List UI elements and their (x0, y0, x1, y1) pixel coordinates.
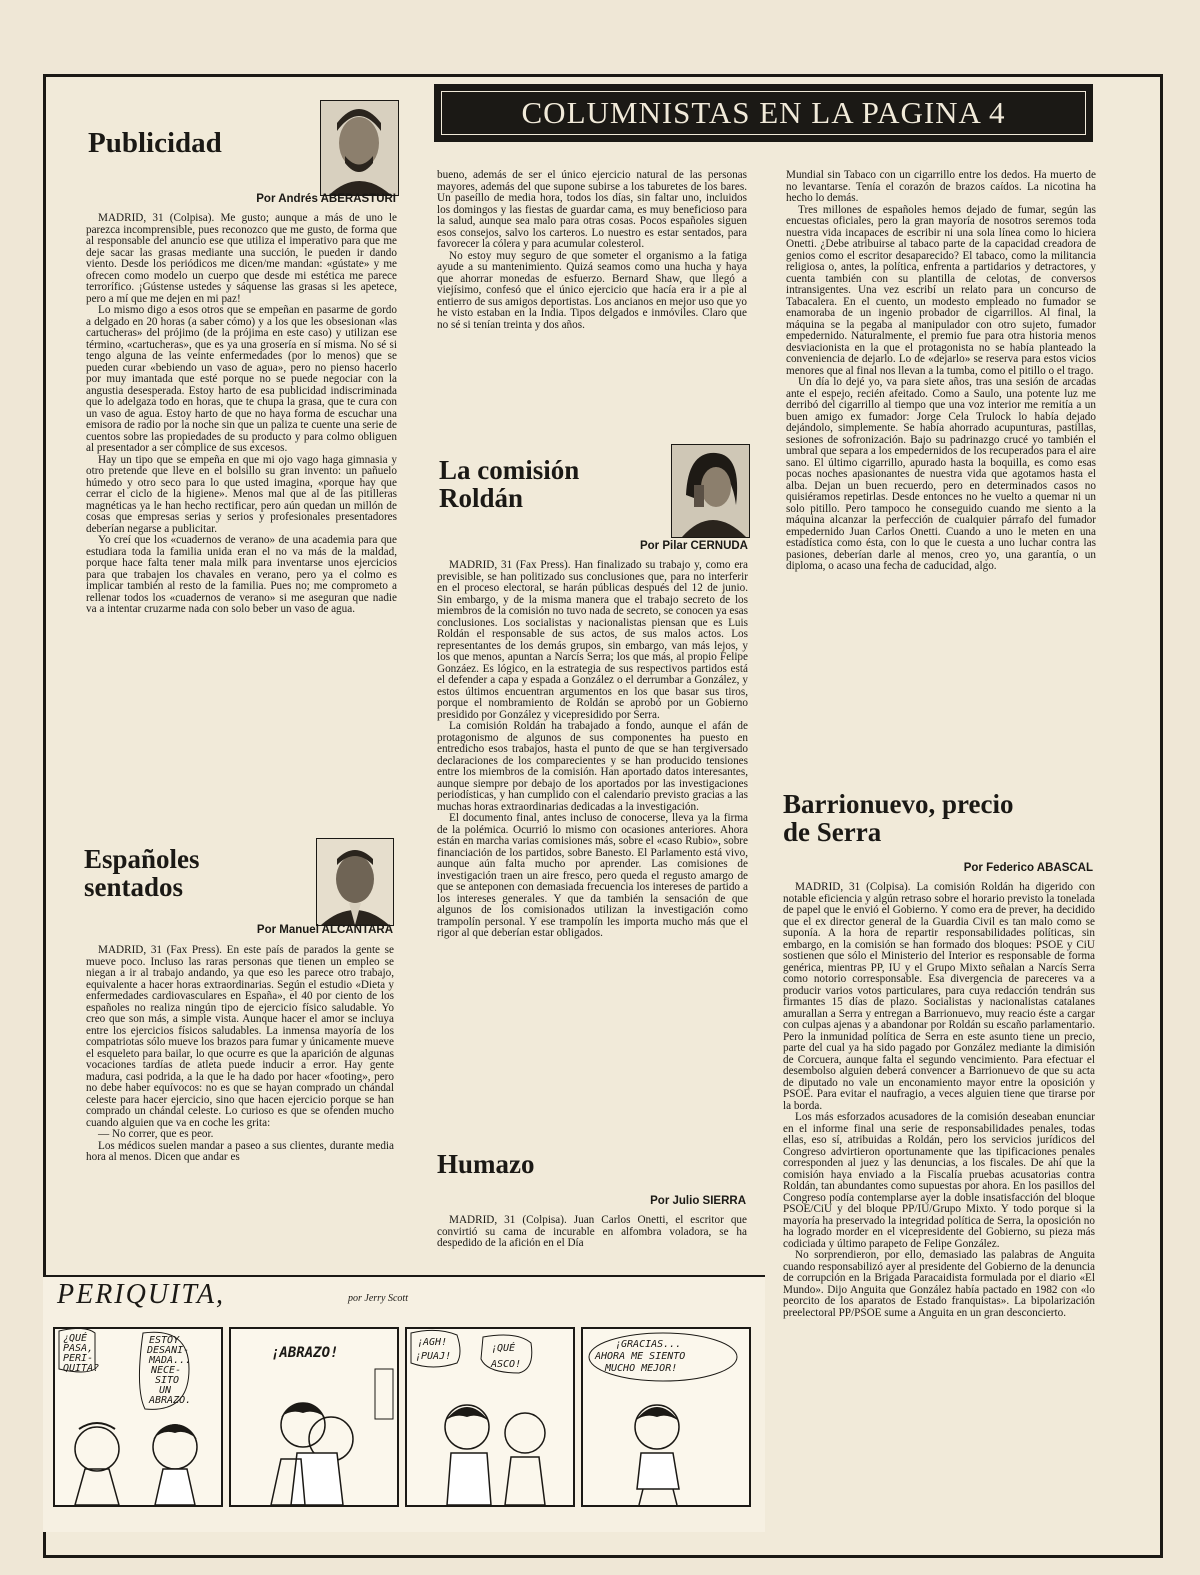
publicidad-headline: Publicidad (88, 127, 222, 159)
paragraph: — No correr, que es peor. (98, 1128, 214, 1140)
byline-prefix: Por (650, 1195, 670, 1207)
espanoles-headline (84, 845, 200, 902)
paragraph: MADRID, 31 (Colpisa). Me gusto; aunque a más de uno le parezca incomprensible, pues reconozco que me gusto, de forma que al responsable del anuncio ese que utiliza el imperativo para que me deje sacar las grasas mediante una succión, le pueden ir dando viento. Desde los periódicos me dicen/me mandan: «gústate» y me ofrecen como modelo un cuerpo que desde mi estética me parece terrorífico. ¡Gústense ustedes y sáquense las grasas si les apetece, pero a mí que me dejen en mi paz! (86, 213, 397, 305)
barrionuevo-byline (900, 862, 1093, 874)
bubble-line: ABRAZO. (149, 1395, 192, 1406)
comision-headline (439, 456, 579, 513)
byline-author: Andrés ABERASTURI (278, 193, 396, 205)
bubble-line: PERI- (63, 1353, 94, 1364)
bubble-line: ¡GRACIAS... (615, 1339, 682, 1350)
banner-title: COLUMNISTAS EN LA PAGINA 4 (521, 95, 1006, 130)
byline-prefix: Por (256, 924, 277, 936)
bubble-line: ¡PUAJ! (415, 1351, 452, 1362)
barrionuevo-body (783, 882, 1095, 1537)
comic-panel-3 (405, 1327, 575, 1507)
paragraph: No sorprendieron, por ello, demasiado las palabras de Anguita cuando responsabilizó ayer al presidente del Gobierno de la denuncia de corrupción en la Brigada Paracaidista formulada por el diario «El Mundo». Dijo Anguita que González había pactado en 1982 con «lo peorcito de los aparatos de Estado franquistas». La bipolarización preelectoral PP/PSOE sume a Anguita en un gran desconcierto. (783, 1249, 1095, 1319)
portrait-image (321, 101, 398, 195)
author-photo-alcantara (316, 838, 394, 926)
paragraph: MADRID, 31 (Fax Press). En este país de parados la gente se mueve poco. Incluso las raras personas que tienen un empleo se niegan a ir al trabajo andando, ya que eso les parece otro trabajo, equivalente a hacer horas extraordinarias. Según el estudio «Dieta y enfermedades cardiovasculares en España», el 40 por ciento de los españoles no realiza ningún tipo de ejercicio físico saludable. Yo creo que son más, a simple vista. Aunque hacer el amor se incluya entre los ejercicios físicos saludables. La inmensa mayoría de los compatriotas sólo mueve los brazos para fumar y únicamente mueve el esqueleto para bailar, lo que ocurre es que la aparición de algunas vocaciones tardías de atleta puede inducir a error. Hay gente madura, casi podrida, a la que le ha dado por hacer «footing», pero no debe haber equívocos: no es que se hayan comprado un chándal celeste para hacer ejercicio, sino que hacen ejercicio porque se han comprado un chándal celeste. Lo curioso es que se ofenden mucho cuando alguien que va en coche les grita: (86, 945, 394, 1129)
paragraph: No estoy muy seguro de que someter el organismo a la fatiga ayude a su mantenimiento. Quizá seamos como una hucha y haya que ahorrar monedas de esfuerzo. Bernard Shaw, que llegó a viejísimo, confesó que el único ejercicio que hacía era ir a pie al entierro de sus amigos deportistas. Los ancianos en mejor uso que yo he visto estaban en la India. Tipos delgados e inmóviles. Claro que no sé si tenían treinta y dos años. (437, 249, 747, 331)
bubble-line: DESANI- (147, 1345, 190, 1356)
bubble-line: QUITA? (63, 1363, 100, 1374)
comic-panel-art (583, 1329, 749, 1505)
paragraph: Un día lo dejé yo, va para siete años, tras una sesión de arcadas ante el espejo, recién afeitado. Como a Saulo, una potente luz me derribó del cigarrillo al tiempo que una voz interior me remitía a un buen amigo ex fumador: Jorge Cela Trulock lo había dejado dejándolo, simplemente. Se había ahorrado acupunturas, pastillas, sesiones de sofronización. Bajo su padrinazgo crucé yo también el umbral que separa a los empedernidos de los recuperados para el aire sano. El último cigarrillo, apurado hasta la boquilla, es como esas pocas noches apasionantes de nuestra vida que agotamos hasta el alba. Dejan un buen recuerdo, pero en determinados casos no quisiéramos repetirlas. Desde entonces no he vuelto a quemar ni un solo pitillo. Pero tampoco he conseguido cuando me siento a la máquina alcanzar la perfección de cualquier párrafo del fumador empedernido Juan Carlos Onetti. Cuando a uno le meten en una estadística como ésta, con lo que le cuesta a uno luchar contra las pasiones, deberían darle al menos, creo yo, una garantía, o un diploma, o acaso una fecha de caducidad, algo. (786, 376, 1096, 572)
bubble-line: MUCHO MEJOR! (605, 1363, 678, 1374)
headline-line: de Serra (783, 817, 882, 848)
bubble-line: SITO (155, 1375, 180, 1386)
comic-panel-4 (581, 1327, 751, 1507)
bubble-line: ASCO! (491, 1359, 522, 1370)
paragraph: El documento final, antes incluso de conocerse, lleva ya la firma de la polémica. Ocurrió lo mismo con ocasiones anteriores. Ahora están en marcha varias comisiones más, sobre el «caso Rubio», sobre financiación de los partidos, sobre Banesto. El Parlamento está vivo, aunque aún falta mucho por aprender. Las comisiones de investigación traen un aire fresco, pero queda el regusto amargo de que se anteponen con demasiada frecuencia los intereses de partido a los intereses generales. Y que da también la sensación de que algunos de los comisionados utilizan la investigación como trampolín personal. Y ese trampolín les importa mucho más que el rigor al que deberían estar obligados. (437, 812, 748, 939)
headline-line: Roldán (439, 483, 524, 514)
comision-body (437, 560, 748, 1125)
comic-panel-art (55, 1329, 221, 1505)
humazo-byline (560, 1195, 746, 1207)
comic-panel-art (407, 1329, 573, 1505)
espanoles-body (86, 945, 394, 1253)
bubble-line: ¡QUÉ (491, 1343, 516, 1354)
comic-panel-1 (53, 1327, 223, 1507)
section-banner (434, 84, 1093, 142)
humazo-headline: Humazo (437, 1149, 535, 1179)
comic-panel-art (231, 1329, 397, 1505)
paragraph: Hay un tipo que se empeña en que mi ojo vago haga gimnasia y otro pretende que lleve en el bolsillo su gran invento: un pañuelo húmedo y otro seco para lo que usted imagina, «porque hay que cerrar el ciclo de la higiene». Menos mal que al de las pitilleras magnéticas ya le han hecho rectificar, pero aún quedan un millón de cosas que empresas serias y serios y profesionales presentadores deberían negarse a publicitar. (86, 453, 397, 535)
byline-author: Julio SIERRA (672, 1195, 746, 1207)
author-photo-aberasturi (320, 100, 399, 196)
bubble-line: ¡ABRAZO! (271, 1345, 339, 1361)
comic-strip (43, 1275, 765, 1532)
paragraph: Tres millones de españoles hemos dejado de fumar, según las encuestas oficiales, pero la gran mayoría de nosotros seremos toda nuestra vida incapaces de escribir ni una sola línea como lo hiciera Onetti. ¿Debe atribuirse al tabaco parte de la capacidad creadora de genios como el escritor desaparecido? El tabaco, como la militancia religiosa o, antes, la política, enfrenta a partidarios y detractores, y cuenta también con su plantilla de celotas, de conversos intransigentes. Una vez escribí un relato para un concurso de Tabacalera. En el cuento, un modesto empleado no fumador se enamoraba de un ingenio probador de cigarrillos. Al final, la máquina se la pegaba al manipulador con otro sujeto, fumador empedernido. Naturalmente, el premio fue para otra historia menos desviacionista en la que el protagonista no se había planteado la conveniencia de dejarlo. Lo de «dejarlo» se reserva para estos vicios menores que al final nos llevan a la tumba, como el pitillo o el trago. (786, 203, 1096, 377)
bubble-line: NECE- (151, 1365, 182, 1376)
paragraph: Los médicos suelen mandar a paseo a sus clientes, durante media hora al menos. Dicen que andar es (86, 1139, 394, 1163)
byline-author: Manuel ALCANTARA (279, 924, 393, 936)
headline-line: sentados (84, 872, 184, 903)
paragraph: Yo creí que los «cuadernos de verano» de una academia para que estudiara toda la familia unida eran el no va más de la maldad, porque hace falta tener mala milk para inventarse unos ejercicios para que trabajen los chavales en verano, pero ya el colmo es implicar también al resto de la familia. Pues no; me comprometo a rellenar todos los «cuadernos de verano» si me aseguran que nadie va a intentar cruzarme nada con solo beber un vaso de agua. (86, 534, 397, 615)
paragraph: MADRID, 31 (Fax Press). Han finalizado su trabajo y, como era previsible, se han politizado sus conclusiones que, para no interferir en el proceso electoral, se harán públicas después del 12 de junio. Sin embargo, y de la misma manera que el trabajo secreto de los miembros de la comisión no tuvo nada de secreto, se conocen ya esas conclusiones. Los socialistas y nacionalistas piensan que es Luis Roldán el responsable de sus actos, de sus malos actos. Los representantes de los demás grupos, sin embargo, van más lejos, y los que menos, apuntan a Narcís Serra; los que más, al propio Felipe Gonzáez. Es lógico, en la estrategia de sus respectivos partidos está el defender a capa y espada a González o el derrumbar a González, y estos últimos encuentran argumentos en los que basar sus tiros, porque el nombramiento de Roldán se aprobó por un Gobierno presidido por González y vicepresidido por Serra. (437, 560, 748, 721)
bubble-line: ESTOY (149, 1335, 180, 1346)
paragraph: Los más esforzados acusadores de la comisión deseaban enunciar en el informe final una serie de responsabilidades penales, todas ellas, eso sí, atribuidas a Roldán, pero los servicios jurídicos del Congreso advirtieron oportunamente que las tipificaciones penales corresponden al juez y las denuncias, a los fiscales. De ahí que la comisión haya enviado a la Fiscalía pruebas acusatorias contra Roldán, tan abundantes como supuestas por ahora. En los pasillos del Congreso podía contemplarse ayer la doble insatisfacción del bloque PSOE/CiU y del bloque PP/IU/Grupo Mixto. Y todo porque si la mayoría ha preservado la integridad política de Serra, la oposición no ha logrado morder en el vicepresidente del Gobierno, su pieza más codiciada y último parapeto de Felipe González. (783, 1111, 1095, 1250)
byline-prefix: Por (963, 862, 983, 874)
comision-byline (560, 540, 748, 552)
byline-prefix: Por (256, 193, 276, 205)
headline-line: Barrionuevo, precio (783, 789, 1014, 819)
paragraph: bueno, además de ser el único ejercicio natural de las personas mayores, además del que supone subirse a los taburetes de los bares. Un paseíllo de media hora, todos los días, sin faltar uno, incluidos los domingos y las fiestas de guardar cama, es muy beneficioso para la salud, aunque sea malo para otras cosas. Pocos españoles siguen esos consejos, salvo los carteros. Lo nuestro es estar sentados, para favorecer la cólera y para acumular colesterol. (437, 170, 747, 250)
paragraph: Lo mismo digo a esos otros que se empeñan en pasarme de gordo a delgado en 20 horas (a saber cómo) y a los que les obsesionan «las cartucheras» del prójimo (de la prójima en este caso) y utilizan ese término, «cartucheras», que es ya una grosería en sí misma. No sé si tengo alguna de las veinte enfermedades (por lo menos) que se pueden curar «bebiendo un vaso de agua», pero no pienso hacerlo por muy imantada que esté porque no se puede negociar con la angustia desesperada. Estoy harto de esa publicidad indiscriminada que lo adelgaza todo en horas, que te chupa la grasa, que te cura con un vaso de agua. Estoy harto de que no haya forma de escuchar una emisora de radio por la noche sin que un paliza te cuente una serie de cuentos sobre las propiedades de su producto y para colmo obliguen al presentador a ser cómplice de sus excesos. (86, 304, 397, 454)
comic-title (57, 1279, 225, 1311)
paragraph: MADRID, 31 (Colpisa). Juan Carlos Onetti, el escritor que convirtió su cama de incurable en alfombra voladora, se ha despedido de la afición en el Día (437, 1215, 747, 1249)
bubble-line: AHORA ME SIENTO (595, 1351, 686, 1362)
espanoles-byline (200, 924, 393, 936)
humazo-body (437, 1215, 747, 1261)
comic-panel-2 (229, 1327, 399, 1507)
byline-author: Pilar CERNUDA (662, 540, 748, 552)
headline-line: La comisión (439, 455, 580, 485)
portrait-image (672, 445, 749, 537)
publicidad-byline (200, 193, 396, 205)
paragraph: La comisión Roldán ha trabajado a fondo, aunque el afán de protagonismo de algunos de sus componentes ha puesto en entredicho esos trabajos, hasta el punto de que se han tergiversado declaraciones de los comparecientes y se han producido tensiones entre los miembros de la comisión. Han aportado datos interesantes, aunque siempre por debajo de los aportados por las investigaciones periodísticas, y han cumplido con el calendario previsto gracias a las muchas horas extraordinarias dedicadas a la investigación. (437, 720, 748, 813)
paragraph: Mundial sin Tabaco con un cigarrillo entre los dedos. Ha muerto de no levantarse. Tenía el corazón de brazos caídos. La nicotina ha hecho lo demás. (786, 170, 1096, 204)
comic-title-comma: , (216, 1279, 225, 1310)
bubble-line: ¡AGH! (417, 1337, 448, 1348)
banner-frame (441, 91, 1086, 135)
paragraph: MADRID, 31 (Colpisa). La comisión Roldán ha digerido con notable eficiencia y algún retraso sobre el horario previsto la tonelada de papel que le envió el Gobierno. Y como era de prever, ha decidido que el ex director general de la Guardia Civil es tan malo como se suponía. A la hora de repartir responsabilidades políticas, sin embargo, en la comisión se han formado dos bloques: PSOE y CiU sostienen que sólo el Ministerio del Interior es responsable de forma genérica, mientras PP, IU y el Grupo Mixto señalan a Narcís Serra como notorio corresponsable. Esa divergencia de pareceres va a producir varios votos particulares, para cuya redacción tendrán sus firmantes 15 días de plazo. Socialistas y nacionalistas catalanes amurallan a Serra y entregan a Barrionuevo, muy reacio éste a cargar con culpas ajenas y a abandonar por Roldán su escaño parlamentario. Pero la inmunidad política de Serra en este asunto tiene un precio, parte del cual ya ha sido pagado por González mediante la dimisión de Corcuera, aunque falta el segundo vencimiento. Para efectuar el desembolso alguien deberá convencer a Barrionuevo de que su acta de diputado no vale un enconamiento mayor entre la oposición y PSOE. Para evitar el naufragio, a veces alguien tiene que tirarse por la borda. (783, 882, 1095, 1112)
byline-prefix: Por (639, 540, 660, 552)
portrait-image (317, 839, 393, 925)
comic-title-text: PERIQUITA (57, 1279, 216, 1310)
headline-line: Españoles (84, 844, 200, 874)
bubble-line: UN (159, 1385, 172, 1396)
bubble-line: PASA, (63, 1343, 94, 1354)
publicidad-body (86, 213, 397, 839)
bubble-line: MADA... (149, 1355, 192, 1366)
author-photo-cernuda (671, 444, 750, 538)
barrionuevo-headline (783, 790, 1013, 847)
byline-author: Federico ABASCAL (986, 862, 1093, 874)
humazo-continuation (786, 170, 1096, 764)
espanoles-continuation (437, 170, 747, 406)
bubble-line: ¿QUÉ (63, 1333, 88, 1344)
comic-author: por Jerry Scott (348, 1293, 408, 1304)
